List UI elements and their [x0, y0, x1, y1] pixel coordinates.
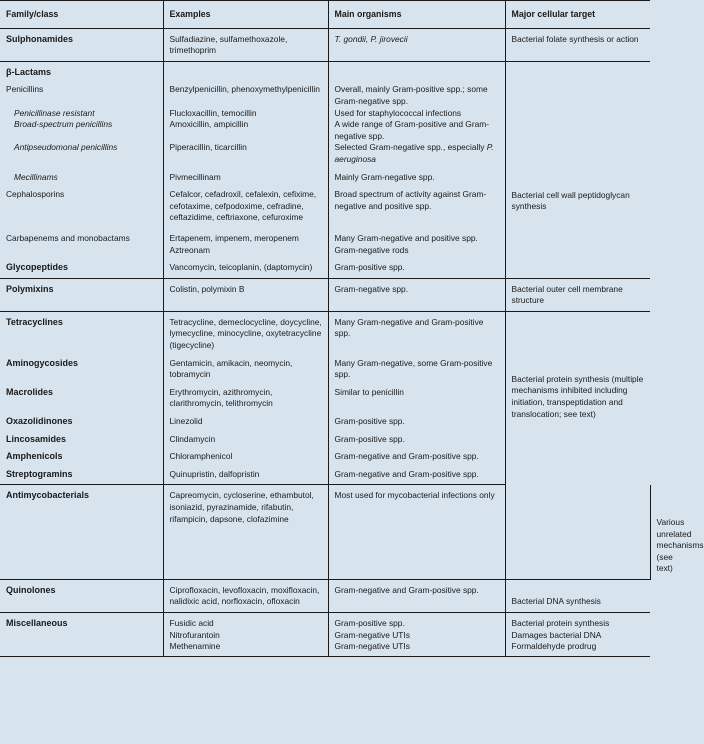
examples-cell: Vancomycin, teicoplanin, (daptomycin) — [163, 256, 328, 278]
header-row — [0, 1, 650, 29]
organisms-cell: Gram-positive spp. — [328, 256, 505, 278]
organisms-cell: Most used for mycobacterial infections only — [328, 485, 505, 579]
examples-cell: Benzylpenicillin, phenoxymethylpenicillin — [163, 78, 328, 107]
family-cell: Penicillins — [6, 84, 44, 95]
family-cell: Quinolones — [0, 579, 163, 612]
examples-cell: Flucloxacillin, temocillin — [163, 108, 328, 120]
table-row: Antimycobacterials Capreomycin, cycloserine, ethambutol, isoniazid, pyrazinamide, rifabutin, rifampicin, dapsone, clofazimine Most used for mycobacterial infections only Various unrelated mechanisms (see text) — [0, 485, 650, 579]
examples-cell: Gentamicin, amikacin, neomycin, tobramycin — [163, 352, 328, 381]
table-row — [0, 61, 650, 78]
organisms-cell: Overall, mainly Gram-positive spp.; some Gram-negative spp. — [328, 78, 505, 107]
table-row — [0, 28, 650, 61]
examples-cell: Tetracycline, demeclocycline, doycycline, lymecycline, minocycline, oxytetracycline (tigecycline) — [163, 311, 328, 351]
examples-cell: Chloramphenicol — [163, 445, 328, 463]
family-cell: Streptogramins — [0, 463, 163, 485]
family-cell: Tetracyclines — [6, 316, 63, 327]
examples-cell: Capreomycin, cycloserine, ethambutol, isoniazid, pyrazinamide, rifabutin, rifampicin, dapsone, clofazimine — [163, 485, 328, 579]
target-cell: Bacterial folate synthesis or action — [505, 28, 650, 61]
family-cell: β-Lactams — [6, 66, 52, 77]
organisms-cell: Gram-negative spp. — [328, 278, 505, 311]
table-row — [0, 311, 650, 351]
organisms-cell: T. gondii, P. jirovecii — [328, 28, 505, 61]
target-cell: Bacterial protein synthesis (multiple mechanisms inhibited including initiation, transpeptidation and translocation; see text) — [505, 311, 650, 579]
organisms-cell: Similar to penicillin — [328, 381, 505, 410]
organisms-cell: Mainly Gram-negative spp. — [328, 166, 505, 184]
organisms-cell: Many Gram-negative and Gram-positive spp. — [328, 311, 505, 351]
examples-cell: Piperacillin, ticarcillin — [163, 142, 328, 165]
organisms-cell: Broad spectrum of activity against Gram-negative and positive spp. — [328, 183, 505, 224]
examples-cell: Amoxicillin, ampicillin — [163, 119, 328, 142]
table-row — [0, 613, 650, 657]
target-cell: Bacterial protein synthesis Damages bacterial DNA Formaldehyde prodrug — [505, 613, 650, 657]
family-cell: Carbapenems and monobactams — [6, 232, 130, 243]
examples-cell: Fusidic acid Nitrofurantoin Methenamine — [163, 613, 328, 657]
family-cell: Amphenicols — [6, 451, 63, 462]
table-row — [0, 579, 650, 612]
family-cell: Mecillinams — [14, 171, 58, 182]
family-cell: Lincosamides — [6, 433, 67, 444]
family-cell: Miscellaneous — [0, 613, 163, 657]
table-row — [0, 278, 650, 311]
examples-cell: Pivmecillinam — [163, 166, 328, 184]
organisms-cell: Gram-negative and Gram-positive spp. — [328, 579, 505, 612]
family-cell: Antipseudomonal penicillins — [14, 142, 118, 153]
examples-cell: Cefalcor, cefadroxil, cefalexin, cefixime, cefotaxime, cefpodoxime, cefradine, ceftazidime, ceftriaxone, cefuroxime — [163, 183, 328, 224]
organisms-cell: Gram-positive spp. — [328, 428, 505, 446]
organisms-cell: Gram-negative and Gram-positive spp. — [328, 463, 505, 485]
examples-cell: Quinupristin, dalfopristin — [163, 463, 328, 485]
examples-cell: Linezolid — [163, 410, 328, 428]
target-cell: Bacterial DNA synthesis — [505, 579, 650, 612]
family-cell: Antimycobacterials — [0, 485, 163, 579]
family-cell: Cephalosporins — [6, 189, 65, 200]
family-cell: Penicillinase resistant — [14, 107, 95, 118]
header-organisms: Main organisms — [328, 1, 505, 29]
family-cell: Broad-spectrum penicillins — [14, 119, 113, 130]
family-cell: Aminogycosides — [6, 357, 79, 368]
organisms-cell: A wide range of Gram-positive and Gram-negative spp. — [328, 119, 505, 142]
family-cell: Oxazolidinones — [6, 416, 73, 427]
organisms-cell: Gram-positive spp. — [328, 410, 505, 428]
examples-cell: Erythromycin, azithromycin, clarithromycin, telithromycin — [163, 381, 328, 410]
header-family: Family/class — [0, 1, 163, 29]
family-cell: Polymixins — [0, 278, 163, 311]
organisms-cell: Many Gram-negative and positive spp. Gram-negative rods — [328, 224, 505, 256]
header-target: Major cellular target — [505, 1, 650, 29]
examples-cell: Colistin, polymixin B — [163, 278, 328, 311]
organisms-cell: Gram-negative and Gram-positive spp. — [328, 445, 505, 463]
organisms-cell: Selected Gram-negative spp., especially P. aeruginosa — [328, 142, 505, 165]
header-examples: Examples — [163, 1, 328, 29]
target-cell: Bacterial cell wall peptidoglycan synthesis — [505, 61, 650, 278]
family-cell: Sulphonamides — [0, 28, 163, 61]
examples-cell: Sulfadiazine, sulfamethoxazole, trimethoprim — [163, 28, 328, 61]
examples-cell: Ciprofloxacin, levofloxacin, moxifloxacin, nalidixic acid, norfloxacin, ofloxacin — [163, 579, 328, 612]
family-cell: Macrolides — [6, 386, 54, 397]
examples-cell: Clindamycin — [163, 428, 328, 446]
family-cell: Glycopeptides — [0, 256, 163, 278]
organisms-cell: Gram-positive spp. Gram-negative UTIs Gram-negative UTIs — [328, 613, 505, 657]
organisms-cell: Many Gram-negative, some Gram-positive spp. — [328, 352, 505, 381]
examples-cell: Ertapenem, impenem, meropenem Aztreonam — [163, 224, 328, 256]
target-cell: Bacterial outer cell membrane structure — [505, 278, 650, 311]
organisms-cell: Used for staphylococcal infections — [328, 108, 505, 120]
